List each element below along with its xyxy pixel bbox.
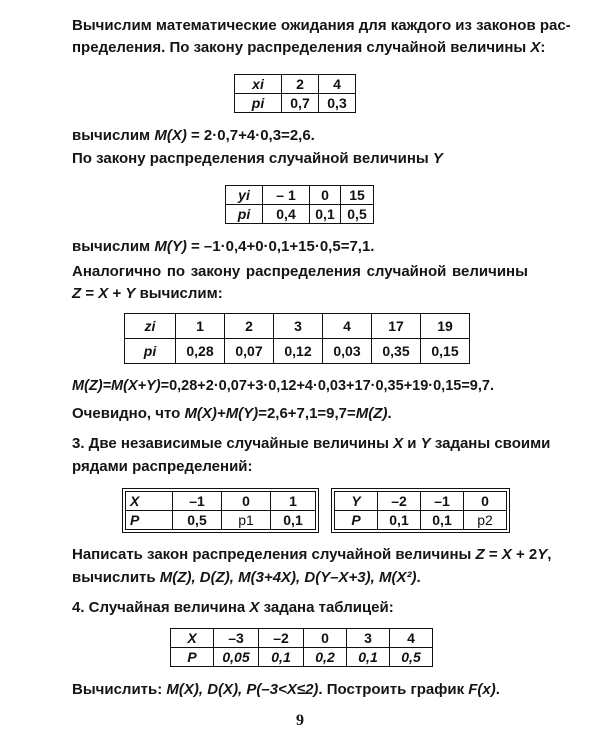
text: = –1·0,4+0·0,1+15·0,5=7,1.: [186, 238, 375, 255]
var-x: X: [249, 599, 260, 616]
text: и: [403, 435, 421, 452]
var-x: X: [393, 435, 404, 452]
cell: 1: [176, 314, 225, 339]
formula: M(Z)=M(X+Y): [72, 378, 161, 394]
my-line: [72, 237, 374, 257]
formula: M(Y): [154, 238, 187, 255]
text: + 2: [511, 546, 538, 563]
cell: 0,4: [263, 205, 310, 224]
word: закону: [190, 263, 241, 280]
table-x-series-frame: [122, 488, 319, 533]
para-3-line-2: [72, 284, 223, 304]
table-row: [235, 94, 356, 113]
var-y: Y: [537, 546, 548, 563]
cell: 2: [282, 75, 319, 94]
table-y-series: [334, 491, 507, 530]
formula: M(X): [154, 127, 187, 144]
cell: – 1: [263, 186, 310, 205]
text: По закону распределения случайной величины: [72, 150, 433, 167]
table-row: [125, 339, 470, 364]
cell: 0,1: [259, 648, 304, 667]
para-1-line-2: [72, 38, 545, 58]
text: вычислим: [72, 127, 155, 144]
task-4-line: [72, 598, 394, 618]
task-3-line-2: [72, 457, 253, 477]
cell: 0,12: [274, 339, 323, 364]
text: Вычислить:: [72, 681, 167, 698]
formula: M(X), D(X), P(–3<X≤2): [166, 681, 319, 698]
text: =0,28+2·0,07+3·0,12+4·0,03+17·0,35+19·0,15=9,7.: [160, 378, 494, 394]
cell: P: [171, 648, 214, 667]
table-task-4: [170, 628, 433, 667]
word: величины: [452, 263, 528, 280]
task-3-line-1: [72, 434, 550, 454]
table-z-distribution: [124, 313, 470, 364]
var-y: Y: [125, 285, 136, 302]
text: вычислим:: [135, 285, 223, 302]
var-x: X: [530, 39, 541, 56]
table-row: [226, 186, 374, 205]
text: =2,6+7,1=9,7=: [258, 405, 356, 422]
text: Написать закон распределения случайной величины: [72, 546, 476, 563]
cell: –3: [214, 629, 259, 648]
cell: p2: [464, 511, 507, 530]
cell: 2: [225, 314, 274, 339]
cell: 0,05: [214, 648, 259, 667]
page-number: 9: [296, 712, 304, 729]
table-y-series-frame: [331, 488, 510, 533]
text: ,: [547, 546, 552, 563]
text: .: [416, 569, 421, 586]
text: рядами распределений:: [72, 458, 253, 475]
text: :: [540, 39, 546, 56]
text: заданы своими: [430, 435, 551, 452]
formula: M(Z): [355, 405, 388, 422]
text: вычислим: [72, 238, 155, 255]
mx-line: [72, 126, 315, 146]
cell: Y: [335, 492, 378, 511]
para-1-line-1: [72, 16, 571, 36]
table-row: [226, 205, 374, 224]
mz-line: [72, 376, 494, 396]
var-z: Z: [475, 546, 485, 563]
var-z: Z: [72, 285, 82, 302]
cell: 0: [464, 492, 507, 511]
cell: 0,3: [319, 94, 356, 113]
cell: 0,1: [347, 648, 390, 667]
table-row: [171, 648, 433, 667]
formula: M(Z), D(Z), M(3+4X), D(Y–X+3), M(X²): [159, 569, 417, 586]
table-row: [171, 629, 433, 648]
cell: 0,5: [341, 205, 374, 224]
table-row: [335, 492, 507, 511]
text: .: [495, 681, 500, 698]
task-3-question-line-2: [72, 568, 421, 588]
cell: 0: [310, 186, 341, 205]
text: . Построить график: [318, 681, 469, 698]
cell: zi: [125, 314, 176, 339]
table-row: [126, 511, 316, 530]
text: задана таблицей:: [259, 599, 394, 616]
word: Аналогично: [72, 263, 162, 280]
text: пределения. По закону распределения случайной величины: [72, 39, 531, 56]
cell: 0: [304, 629, 347, 648]
table-x-distribution: [234, 74, 356, 113]
cell: –2: [259, 629, 304, 648]
table-row: [125, 314, 470, 339]
cell: –2: [378, 492, 421, 511]
cell: 0,1: [310, 205, 341, 224]
obviously-line: [72, 404, 392, 424]
cell: 0: [222, 492, 271, 511]
cell: pi: [125, 339, 176, 364]
cell: 0,1: [378, 511, 421, 530]
cell: yi: [226, 186, 263, 205]
cell: 0,7: [282, 94, 319, 113]
cell: 0,15: [421, 339, 470, 364]
cell: X: [171, 629, 214, 648]
text: =: [81, 285, 99, 302]
cell: pi: [226, 205, 263, 224]
cell: 3: [274, 314, 323, 339]
formula: F(x): [468, 681, 496, 698]
text: = 2·0,7+4·0,3=2,6.: [186, 127, 315, 144]
cell: 19: [421, 314, 470, 339]
cell: pi: [235, 94, 282, 113]
table-x-series: [125, 491, 316, 530]
cell: 4: [323, 314, 372, 339]
cell: 0,03: [323, 339, 372, 364]
cell: 0,28: [176, 339, 225, 364]
word: по: [166, 263, 186, 280]
task-3-question-line-1: [72, 545, 551, 565]
word: случайной: [366, 263, 447, 280]
cell: 0,1: [421, 511, 464, 530]
text: 3. Две независимые случайные величины: [72, 435, 394, 452]
var-x: X: [501, 546, 512, 563]
table-row: [235, 75, 356, 94]
text: 4. Случайная величина: [72, 599, 250, 616]
cell: –1: [173, 492, 222, 511]
cell: 17: [372, 314, 421, 339]
cell: 0,2: [304, 648, 347, 667]
cell: P: [126, 511, 173, 530]
formula: M(X)+M(Y): [184, 405, 259, 422]
var-y: Y: [420, 435, 431, 452]
cell: –1: [421, 492, 464, 511]
text: =: [484, 546, 502, 563]
var-y: Y: [432, 150, 443, 167]
text: вычислить: [72, 569, 160, 586]
cell: 1: [271, 492, 316, 511]
word: распределения: [245, 263, 361, 280]
table-row: [335, 511, 507, 530]
text: .: [387, 405, 392, 422]
cell: P: [335, 511, 378, 530]
var-x: X: [98, 285, 109, 302]
cell: p1: [222, 511, 271, 530]
cell: 0,5: [390, 648, 433, 667]
cell: X: [126, 492, 173, 511]
para-3-line-1: [72, 262, 528, 282]
cell: 15: [341, 186, 374, 205]
text: Очевидно, что: [72, 405, 185, 422]
para-2: [72, 149, 443, 169]
cell: 0,07: [225, 339, 274, 364]
cell: xi: [235, 75, 282, 94]
cell: 0,35: [372, 339, 421, 364]
cell: 0,1: [271, 511, 316, 530]
table-y-distribution: [225, 185, 374, 224]
cell: 0,5: [173, 511, 222, 530]
text: +: [108, 285, 126, 302]
cell: 4: [319, 75, 356, 94]
table-row: [126, 492, 316, 511]
text: Вычислим математические ожидания для каждого из законов рас-: [72, 17, 571, 34]
calc-line: [72, 680, 500, 700]
cell: 4: [390, 629, 433, 648]
cell: 3: [347, 629, 390, 648]
